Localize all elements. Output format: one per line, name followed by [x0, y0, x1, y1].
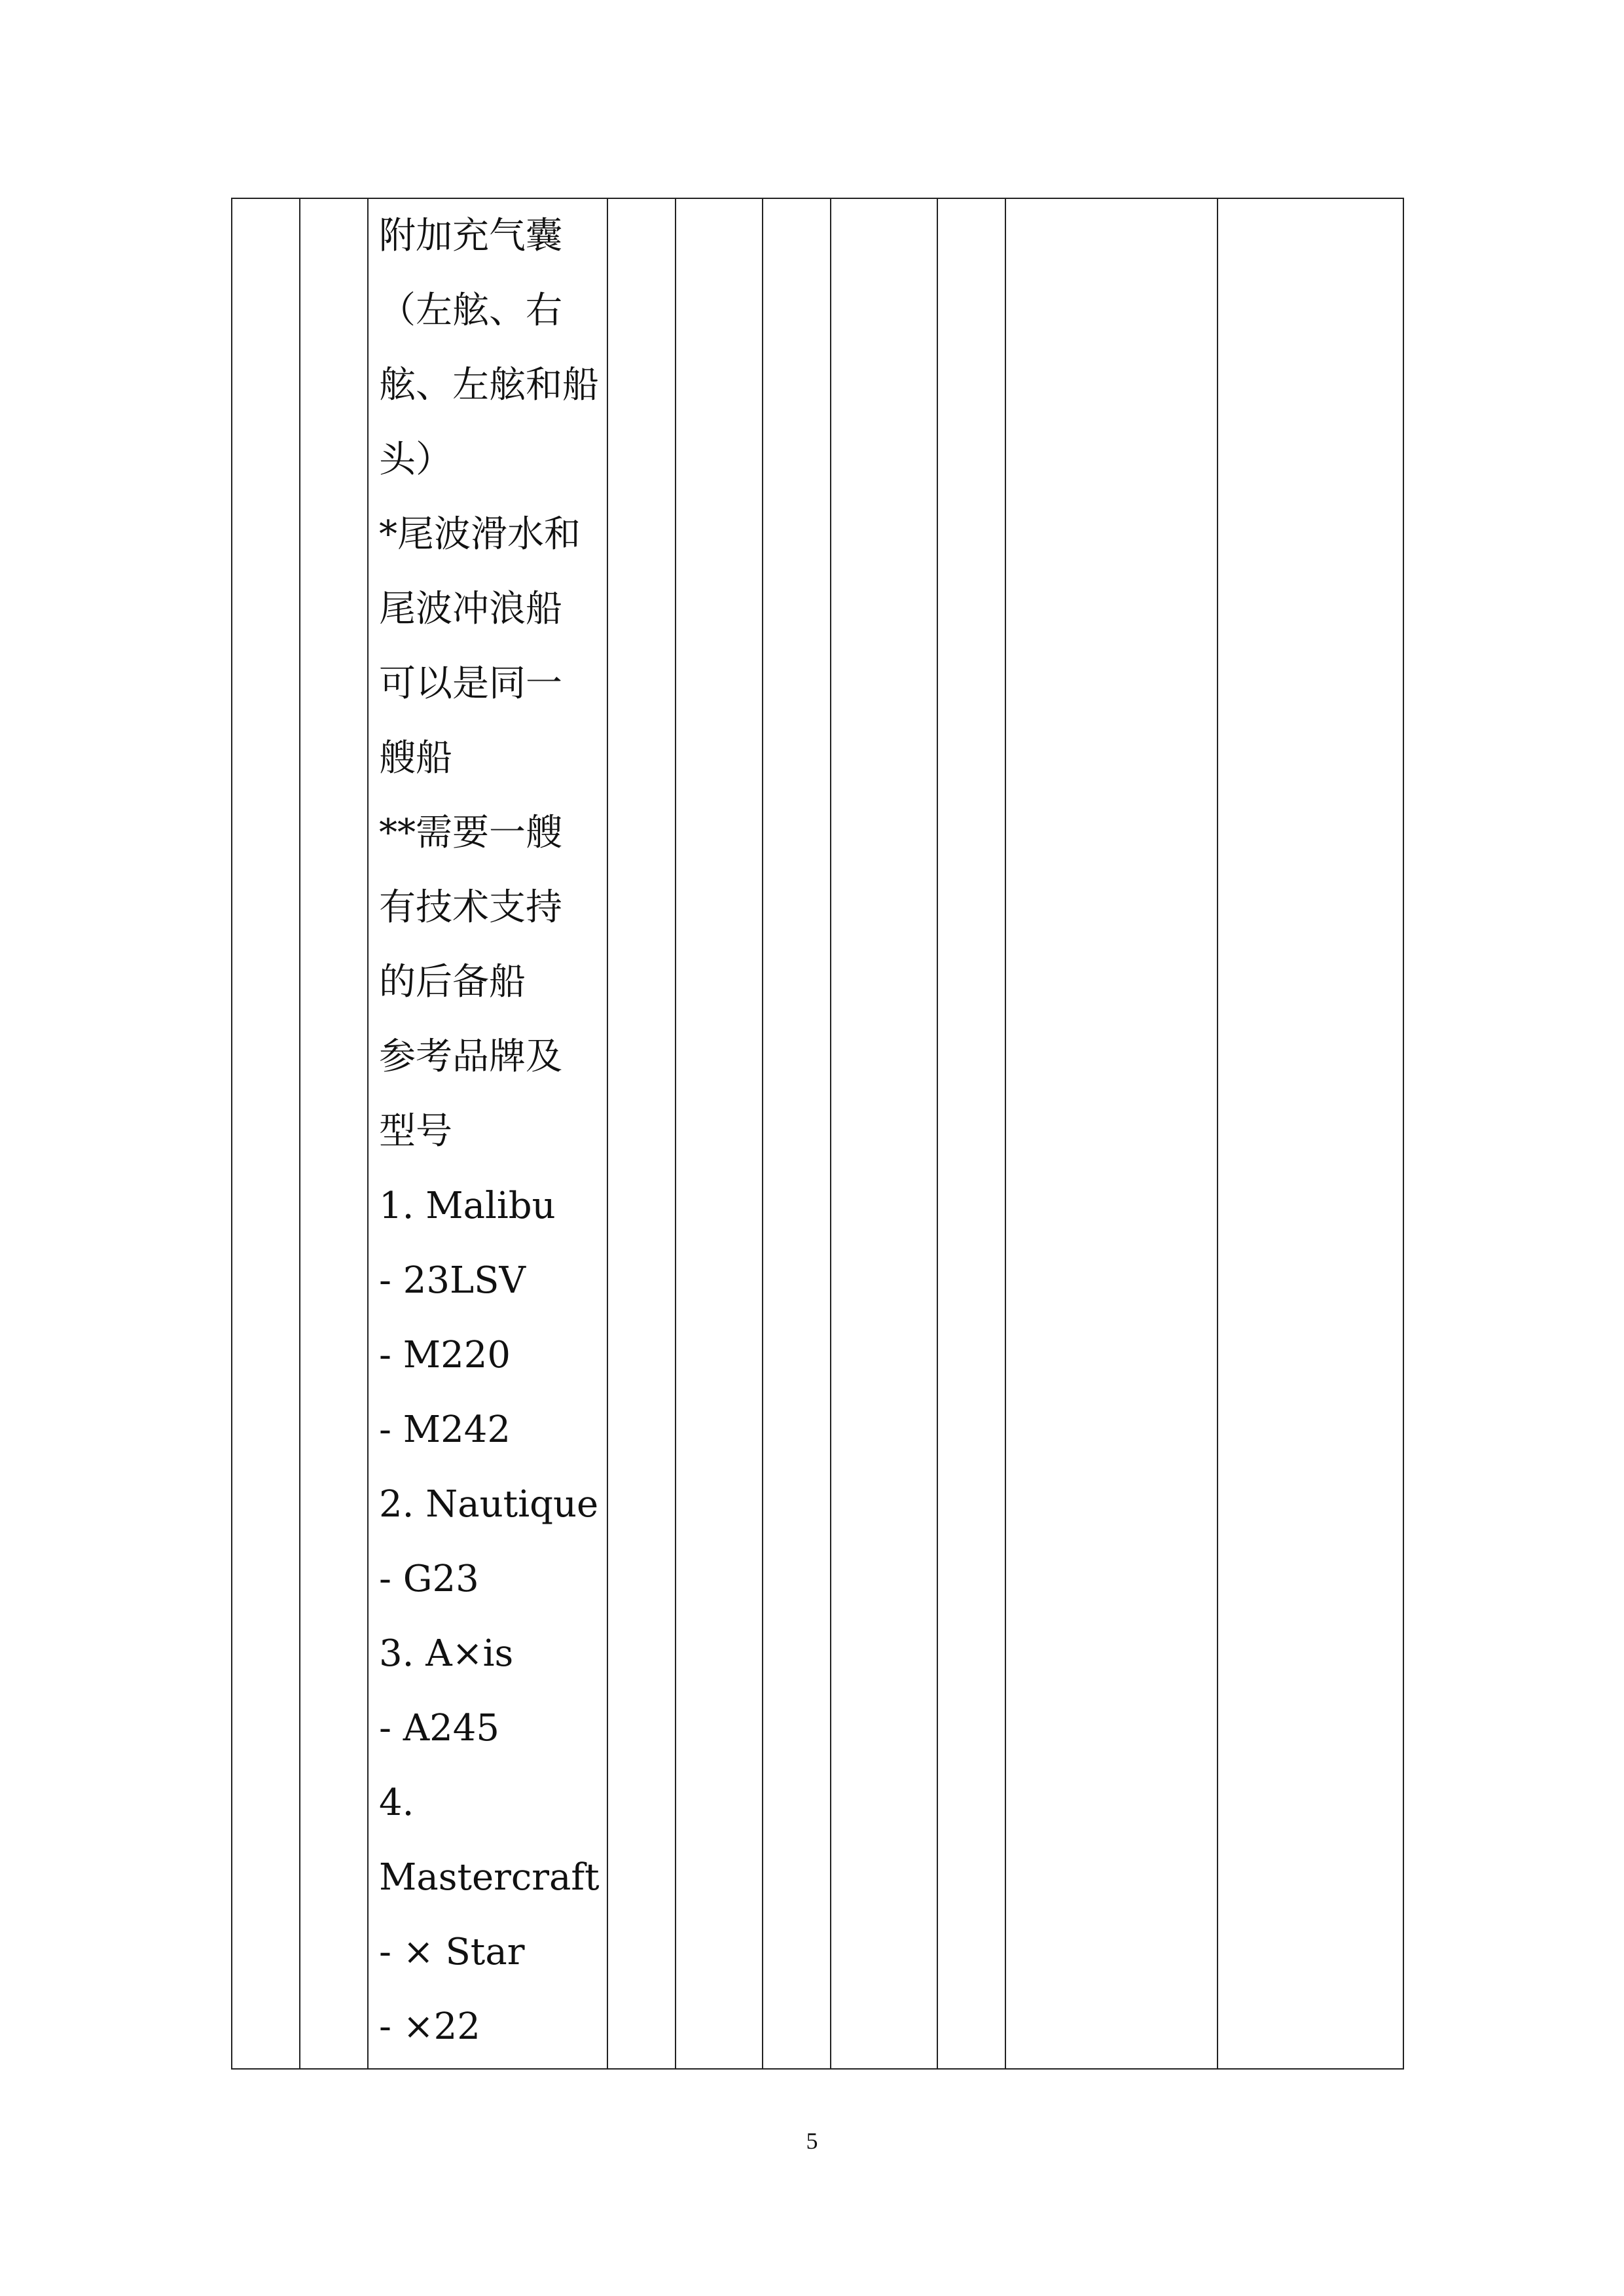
description-line: 头） — [379, 439, 452, 481]
description-line: 附加充气囊 — [379, 215, 562, 257]
description-line: 3. A×is — [379, 1632, 514, 1675]
table-cell-col-2 — [300, 198, 368, 2069]
description-line: - G23 — [379, 1558, 479, 1600]
table-cell-col-10 — [1218, 198, 1403, 2069]
description-line: 的后备船 — [379, 961, 526, 1003]
description-line: Mastercraft — [379, 1856, 600, 1899]
description-line: - × Star — [379, 1931, 525, 1973]
table-cell-col-8 — [937, 198, 1005, 2069]
description-lines — [379, 199, 607, 2064]
table-cell-col-9 — [1005, 198, 1218, 2069]
table-cell-col-5 — [676, 198, 763, 2069]
description-line: 型号 — [379, 1110, 452, 1153]
table-cell-col-4 — [607, 198, 676, 2069]
description-line: - ×22 — [379, 2005, 480, 2048]
description-line: 艘船 — [379, 737, 452, 780]
table-cell-col-7 — [831, 198, 937, 2069]
description-line: 4. — [379, 1782, 414, 1824]
description-line: 2. Nautique — [379, 1483, 599, 1526]
description-line: - M242 — [379, 1408, 511, 1451]
table-cell-col-1 — [232, 198, 300, 2069]
description-line: 可以是同一 — [379, 662, 562, 705]
table-cell-col-6 — [763, 198, 831, 2069]
description-line: （左舷、右 — [379, 289, 562, 332]
description-line: - M220 — [379, 1334, 511, 1376]
spec-table — [231, 198, 1404, 2070]
description-line: 有技术支持 — [379, 886, 562, 929]
description-line: 舷、左舷和船 — [379, 364, 599, 406]
description-line: 参考品牌及 — [379, 1035, 562, 1078]
description-line: - A245 — [379, 1707, 500, 1749]
table-row — [232, 198, 1403, 2069]
table-cell-description — [368, 198, 607, 2069]
description-line: **需要一艘 — [379, 812, 562, 854]
description-line: - 23LSV — [379, 1259, 526, 1302]
description-line: 1. Malibu — [379, 1185, 556, 1227]
page-number: 5 — [806, 2128, 818, 2154]
description-line: *尾波滑水和 — [379, 513, 581, 556]
description-line: 尾波冲浪船 — [379, 588, 562, 630]
